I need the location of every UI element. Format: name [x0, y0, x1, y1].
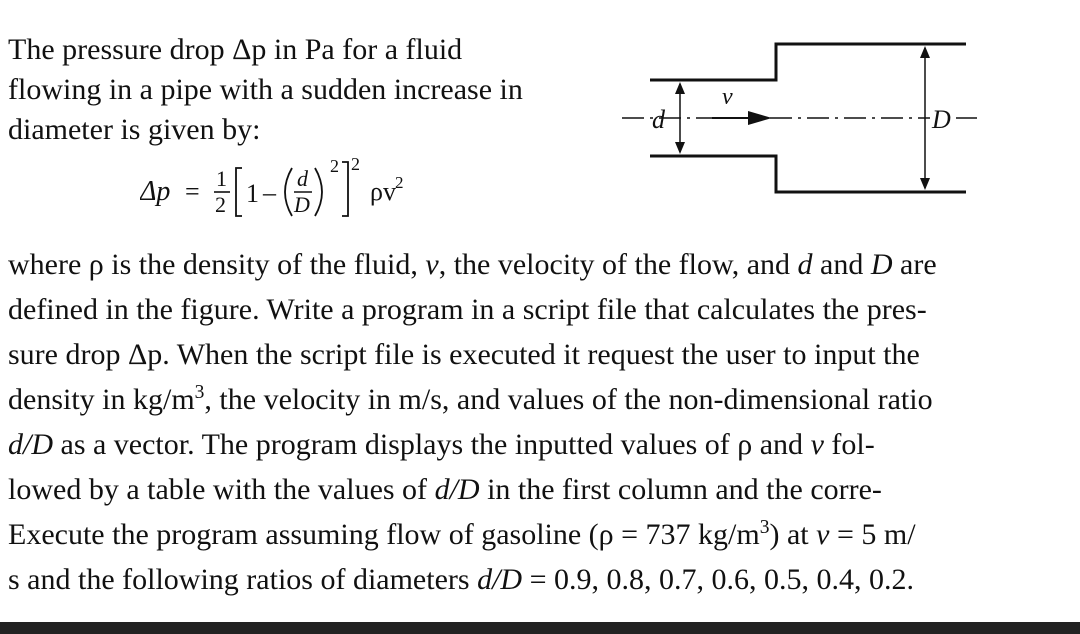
intro-line: flowing in a pipe with a sudden increase in — [8, 73, 523, 106]
text-run: lowed by a table with the values of — [8, 473, 435, 506]
pipe-diagram-graphic — [612, 40, 982, 200]
formula-inner-exponent: 2 — [330, 156, 339, 176]
formula-lhs: Δp — [140, 176, 171, 207]
superscript: 3 — [759, 517, 770, 538]
pipe-upper-wall — [650, 44, 966, 80]
arrow-head — [920, 46, 930, 58]
formula-ratio-numerator: d — [297, 166, 308, 191]
formula-minus: – — [263, 178, 276, 207]
body-line-5 — [8, 422, 1073, 467]
text-run: = 0.9, 0.8, 0.7, 0.6, 0.5, 0.4, 0.2. — [522, 563, 914, 596]
formula-rho-v: ρv — [370, 177, 396, 206]
arrow-head — [675, 142, 685, 154]
body-line-8 — [8, 557, 1073, 602]
var-ratio: d/D — [477, 563, 523, 596]
formula-outer-exponent: 2 — [351, 154, 360, 174]
body-line-2: defined in the figure. Write a program in a script file that calculates the pres- — [8, 293, 927, 326]
var-v: v — [425, 248, 439, 281]
text-run: density in kg/m — [8, 383, 195, 416]
text-run: = 5 m/ — [829, 518, 916, 551]
formula-ratio-denominator: D — [294, 192, 310, 217]
body-line-3: sure drop Δp. When the script file is executed it request the user to input the — [8, 338, 920, 371]
var-v: v — [810, 428, 824, 461]
text-run: ) at — [769, 518, 817, 551]
label-d: d — [652, 105, 665, 134]
formula-equals: = — [185, 177, 200, 206]
text-run: in the first column and the corre- — [479, 473, 882, 506]
left-bracket — [236, 168, 242, 216]
bottom-bar — [0, 622, 1080, 634]
text-run: as a vector. The program displays the inputted values of ρ and — [53, 428, 811, 461]
arrow-head — [920, 178, 930, 190]
text-run: and — [812, 248, 871, 281]
var-v: v — [816, 518, 830, 551]
text-run: fol- — [823, 428, 875, 461]
pressure-drop-formula — [140, 150, 480, 230]
text-run: , the velocity of the flow, and — [438, 248, 798, 281]
var-d: d — [797, 248, 813, 281]
left-paren — [285, 168, 292, 216]
body-line-7 — [8, 512, 1073, 557]
right-paren — [315, 168, 322, 216]
formula-graphic — [140, 150, 480, 230]
text-run: where ρ is the density of the fluid, — [8, 248, 426, 281]
formula-one: 1 — [246, 179, 259, 208]
text-run: are — [892, 248, 937, 281]
formula-half-numerator: 1 — [216, 166, 227, 191]
superscript: 3 — [194, 382, 205, 403]
var-D: D — [870, 248, 893, 281]
velocity-arrow-head — [748, 111, 772, 125]
label-v: v — [722, 84, 733, 110]
body-line-6 — [8, 467, 1073, 512]
body-line-4 — [8, 377, 1073, 422]
intro-paragraph — [8, 30, 588, 150]
arrow-head — [675, 82, 685, 94]
pipe-expansion-diagram — [612, 40, 982, 205]
formula-v-exponent: 2 — [395, 173, 404, 192]
pipe-lower-wall — [650, 156, 966, 192]
right-bracket — [342, 162, 348, 216]
var-ratio: d/D — [434, 473, 480, 506]
text-run: Execute the program assuming flow of gasoline (ρ = 737 kg/m — [8, 518, 760, 551]
label-D: D — [932, 105, 951, 134]
body-line-1 — [8, 242, 1073, 287]
intro-line: diameter is given by: — [8, 113, 261, 146]
text-run: , the velocity in m/s, and values of the non-dimensional ratio — [204, 383, 933, 416]
text-run: s and the following ratios of diameters — [8, 563, 478, 596]
intro-line: The pressure drop Δp in Pa for a fluid — [8, 33, 463, 66]
var-ratio: d/D — [8, 428, 53, 461]
formula-half-denominator: 2 — [215, 192, 226, 217]
problem-description — [8, 242, 1073, 602]
